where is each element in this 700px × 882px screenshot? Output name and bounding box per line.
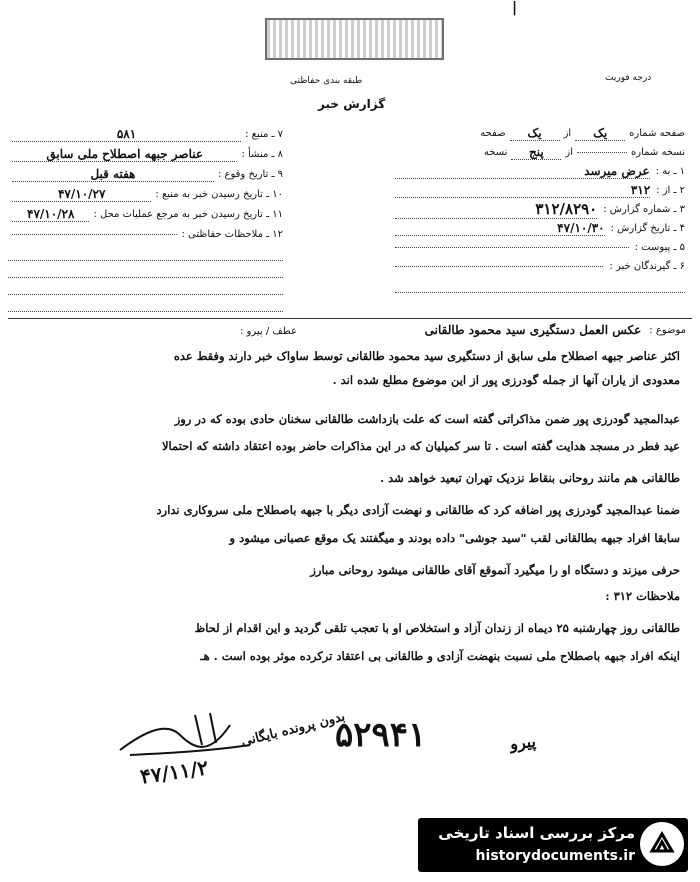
right-field-group [395,124,685,293]
blank-line [8,295,283,312]
field-recipients: ۶ ـ گیرندگان خبر : [395,257,685,276]
watermark-url: historydocuments.ir [475,848,635,864]
classification-stamp [265,18,444,60]
body-line: حرفی میزند و دستگاه او را میگیرد آنموقع آقای طالقانی میشود روحانی مبارز [310,563,680,577]
body-line: ضمنا عبدالمجید گودرزی پور اضافه کرد که طالقانی و نهضت آزادی دیگر با جبهه باصطلاح ملی سروکاری ندارد [156,503,680,517]
body-line: عبدالمجید گودرزی پور ضمن مذاکراتی گفته است که علت بازداشت طالقانی سخنان حادی بوده که در روز [174,412,680,426]
reference-label: عطف / پیرو : [240,326,297,337]
body-line: معدودی از یاران آنها از جمله گودرزی پور از این موضوع مطلع شده اند . [332,373,680,387]
handwritten-file-number: ۵۲۹۴۱ [335,715,427,755]
field-page-number: صفحه شماره یک از یک صفحه [480,126,685,140]
watermark-title: مرکز بررسی اسناد تاریخی [438,824,635,842]
body-line: طالقانی روز چهارشنبه ۲۵ دیماه از زندان آزاد و استخلاص او با تعجب تلقی گردید و این اقدام از لحاظ [194,621,680,635]
priority-label: درجه فوریت [605,73,652,83]
field-from: ۲ ـ از : ۳۱۲ [395,181,685,200]
field-occurrence-date: ۹ ـ تاریخ وقوع : هفته قبل [8,164,283,184]
field-origin: ۸ ـ منشأ : عناصر جبهه اصطلاح ملی سابق [8,144,283,164]
handwritten-margin-note: پیرو [509,731,537,754]
body-line: اکثر عناصر جبهه اصطلاح ملی سابق از دستگیری سید محمود طالقانی توسط ساواک خبر دارند وفقط عده [173,349,680,363]
field-attachment: ۵ ـ پیوست : [395,238,685,257]
field-copy-number: نسخه شماره از پنج نسخه [483,145,685,159]
field-to: ۱ ـ به : عرض میرسد [395,162,685,181]
blank-line [395,276,685,293]
notes-heading: ملاحظات ۳۱۲ : [605,589,680,603]
handwritten-archive-note: بدون پرونده بایگانی [239,709,347,750]
body-line: طالقانی هم مانند روحانی بنقاط نزدیک تهران تبعید خواهد شد . [380,471,680,485]
header-divider [8,318,692,319]
field-source: ۷ ـ منبع : ۵۸۱ [8,124,283,144]
body-line: عید فطر در مسجد هدایت گفته است . تا سر کمیلیان که در این مذاکرات حاضر بوده اعتقاد داشته که احتمالا [161,439,680,453]
field-report-date: ۴ ـ تاریخ گزارش : ۴۷/۱۰/۳۰ [395,219,685,238]
field-report-number: ۳ ـ شماره گزارش : ۳۱۲/۸۲۹۰ [395,200,685,219]
archive-logo-icon [640,822,684,866]
report-title: گزارش خبر [318,97,386,111]
classification-label: طبقه بندی حفاظتی [290,76,363,86]
handwritten-date: ۴۷/۱۱/۲ [138,755,210,789]
body-line: سابقا افراد جبهه بطالقانی لقب "سید جوشی" داده بودند و میگفتند یک موقع عصبانی میشود و [229,531,680,545]
blank-line [8,278,283,295]
left-field-group [8,124,283,312]
corner-mark: | [512,0,518,16]
field-date-to-source: ۱۰ ـ تاریخ رسیدن خبر به منبع : ۴۷/۱۰/۲۷ [8,184,283,204]
signature-scribble [110,705,260,765]
blank-line [8,261,283,278]
blank-line [8,244,283,261]
field-security-notes: ۱۲ ـ ملاحظات حفاظتی : [8,224,283,244]
body-line: اینکه افراد جبهه باصطلاح ملی نسبت بنهضت آزادی و طالقانی بی اعتقاد ترکرده موثر بوده است . هـ [200,649,680,663]
field-date-to-authority: ۱۱ ـ تاریخ رسیدن خبر به مرجع عملیات محل : ۴۷/۱۰/۲۸ [8,204,283,224]
subject-line: موضوع : عکس العمل دستگیری سید محمود طالقانی [424,323,686,337]
